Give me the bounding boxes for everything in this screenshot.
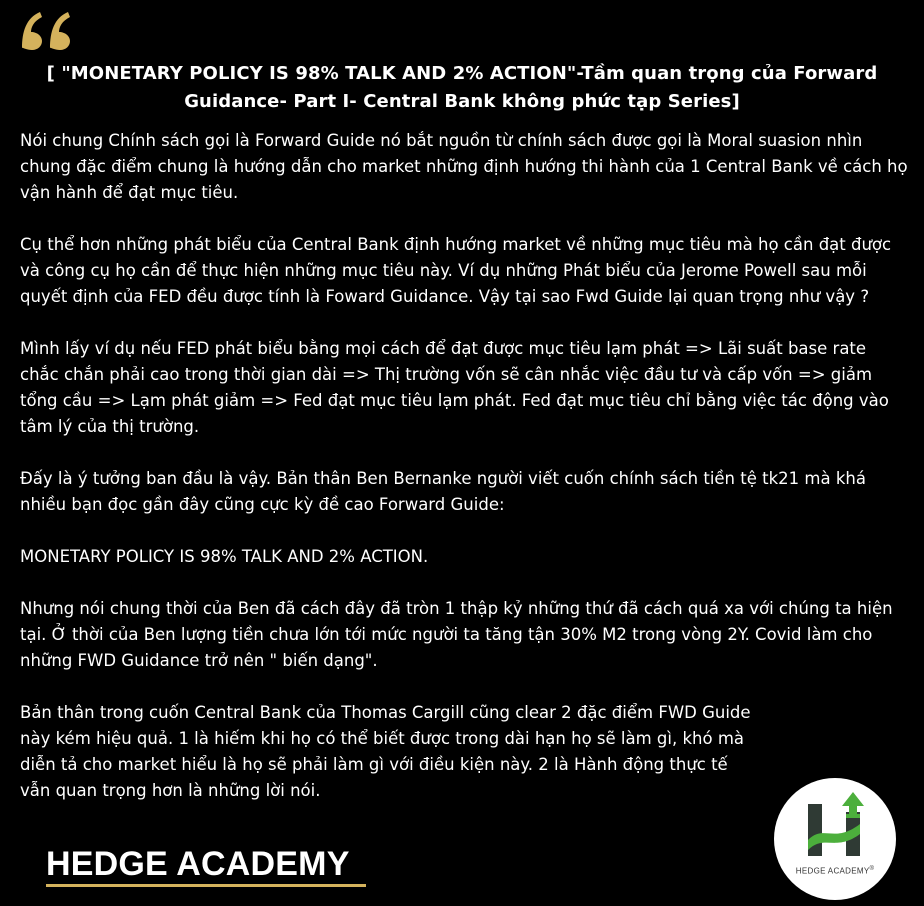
paragraph: Mình lấy ví dụ nếu FED phát biểu bằng mọi cách để đạt được mục tiêu lạm phát => Lãi suất base rate chắc chắn phải cao trong thời gian dài => Thị trường vốn sẽ cân nhắc việc đầu tư và cấp vốn => giảm tổng cầu => Lạm phát giảm => Fed đạt mục tiêu lạm phát. Fed đạt mục tiêu chỉ bằng việc tác động vào tâm lý của thị trường.	[20, 339, 889, 436]
logo-caption	[774, 866, 896, 876]
brand-logo	[774, 778, 896, 900]
paragraph: Nói chung Chính sách gọi là Forward Guide nó bắt nguồn từ chính sách được gọi là Moral suasion nhìn chung đặc điểm chung là hướng dẫn cho market những định hướng thi hành của 1 Central Bank về cách họ vận hành để đạt mục tiêu.	[20, 131, 908, 202]
quote-paragraph: MONETARY POLICY IS 98% TALK AND 2% ACTION.	[20, 547, 429, 566]
paragraph: Nhưng nói chung thời của Ben đã cách đây đã tròn 1 thập kỷ những thứ đã cách quá xa với chúng ta hiện tại. Ở thời của Ben lượng tiền chưa lớn tới mức người ta tăng tận 30% M2 trong vòng 2Y. Covid làm cho những FWD Guidance trở nên " biến dạng".	[20, 599, 893, 670]
quote-icon	[18, 8, 74, 52]
paragraph: Bản thân trong cuốn Central Bank của Thomas Cargill cũng clear 2 đặc điểm FWD Guide này kém hiệu quả. 1 là hiếm khi họ có thể biết được trong dài hạn họ sẽ làm gì, khó mà diễn tả cho market hiểu là họ sẽ phải làm gì với điều kiện này. 2 là Hành động thực tế vẫn quan trọng hơn là những lời nói.	[20, 703, 751, 800]
paragraph: Cụ thể hơn những phát biểu của Central Bank định hướng market về những mục tiêu mà họ cần đạt được và công cụ họ cần để thực hiện những mục tiêu này. Ví dụ những Phát biểu của Jerome Powell sau mỗi quyết định của FED đều được tính là Foward Guidance. Vậy tại sao Fwd Guide lại quan trọng như vậy ?	[20, 235, 892, 306]
post-title: [ "MONETARY POLICY IS 98% TALK AND 2% ACTION"-Tầm quan trọng của Forward Guidance- Part I- Central Bank không phức tạp Series]	[46, 63, 878, 112]
hedge-academy-logo-icon	[774, 778, 896, 900]
post-body	[20, 128, 908, 804]
brand-underline	[46, 884, 366, 887]
paragraph: Đấy là ý tưởng ban đầu là vậy. Bản thân Ben Bernanke người viết cuốn chính sách tiền tệ tk21 mà khá nhiều bạn đọc gần đây cũng cực kỳ đề cao Forward Guide:	[20, 469, 866, 514]
logo-caption-text: HEDGE ACADEMY	[795, 866, 870, 876]
brand-name: HEDGE ACADEMY	[46, 845, 350, 883]
registered-mark: ®	[869, 866, 875, 872]
